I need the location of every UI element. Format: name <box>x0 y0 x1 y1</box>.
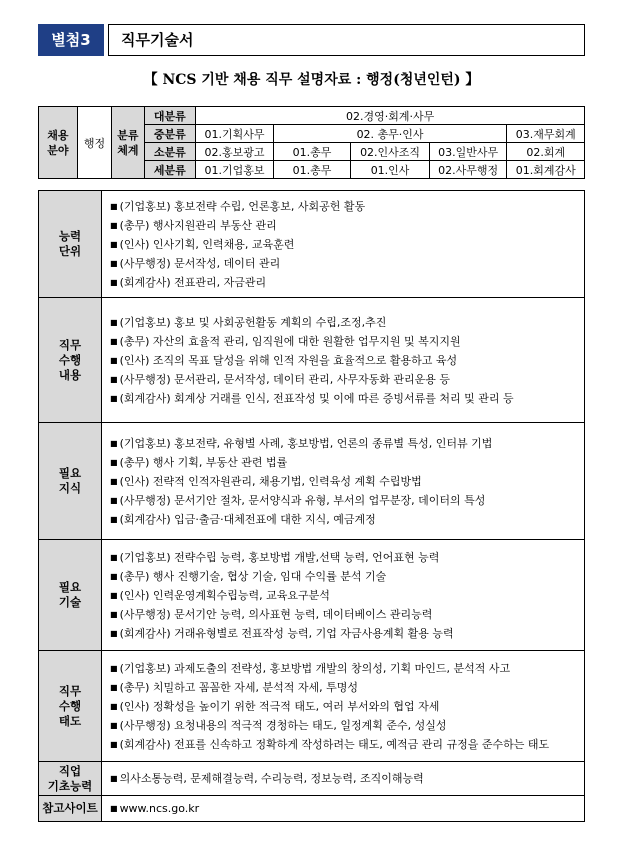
bullet-icon: ■ <box>110 609 118 619</box>
bullet-icon: ■ <box>110 476 118 486</box>
bullet-icon: ■ <box>110 201 118 211</box>
section-label: 능력 단위 <box>39 191 102 298</box>
list-item: ■ (인사) 인사기획, 인력채용, 교육훈련 <box>110 237 295 251</box>
detail-category-cell: 01.기업홍보 <box>196 161 274 179</box>
section-content <box>102 298 585 423</box>
list-item: ■ (기업홍보) 과제도출의 전략성, 홍보방법 개발의 창의성, 기획 마인드, 분석적 사고 <box>110 661 511 675</box>
list-item: ■ (총무) 행사 진행기술, 협상 기술, 임대 수익률 분석 기술 <box>110 569 387 583</box>
section-label: 필요 지식 <box>39 423 102 540</box>
bullet-icon: ■ <box>110 552 118 562</box>
bullet-icon: ■ <box>110 495 118 505</box>
section-row-attitude <box>39 651 585 762</box>
list-item: ■ (기업홍보) 홍보 및 사회공헌활동 계획의 수립,조정,추진 <box>110 315 387 329</box>
minor-category-cell: 02.회계 <box>507 143 585 161</box>
list-item: ■ (기업홍보) 홍보전략, 유형별 사례, 홍보방법, 언론의 종류별 특성, 인터뷰 기법 <box>110 436 493 450</box>
section-row-duties <box>39 298 585 423</box>
section-row-reference-site <box>39 796 585 822</box>
section-content <box>102 651 585 762</box>
bullet-icon: ■ <box>110 374 118 384</box>
section-content <box>102 423 585 540</box>
recruit-field-value: 행정 <box>77 107 111 179</box>
bullet-icon: ■ <box>110 774 118 783</box>
section-content <box>102 540 585 651</box>
minor-category-label: 소분류 <box>144 143 196 161</box>
section-label: 참고사이트 <box>39 796 102 822</box>
bullet-icon: ■ <box>110 590 118 600</box>
list-item: ■ (인사) 전략적 인적자원관리, 채용기법, 인력육성 계획 수립방법 <box>110 474 422 488</box>
major-category-label: 대분류 <box>144 107 196 125</box>
list-item: ■ (사무행정) 문서기안 능력, 의사표현 능력, 데이터베이스 관리능력 <box>110 607 433 621</box>
list-item: ■ (총무) 자산의 효율적 관리, 임직원에 대한 원활한 업무지원 및 복지지원 <box>110 334 461 348</box>
list-item: ■ (인사) 인력운영계획수립능력, 교육요구분석 <box>110 588 330 602</box>
list-item: ■ (총무) 행사지원관리 부동산 관리 <box>110 218 277 232</box>
section-label: 직무 수행 태도 <box>39 651 102 762</box>
list-item: ■ (기업홍보) 전략수립 능력, 홍보방법 개발,선택 능력, 언어표현 능력 <box>110 550 440 564</box>
section-content <box>102 796 585 822</box>
document-title: 직무기술서 <box>108 24 585 56</box>
bullet-icon: ■ <box>110 355 118 365</box>
list-item: ■ (사무행정) 요청내용의 적극적 경청하는 태도, 일정계획 준수, 성실성 <box>110 718 447 732</box>
classification-label: 분류 체계 <box>112 107 144 179</box>
minor-category-cell: 02.인사조직 <box>351 143 430 161</box>
bullet-icon: ■ <box>110 393 118 403</box>
list-item: ■ (회계감사) 전표관리, 자금관리 <box>110 275 267 289</box>
bullet-icon: ■ <box>110 457 118 467</box>
section-content <box>102 762 585 796</box>
list-item: ■ (사무행정) 문서기안 절차, 문서양식과 유형, 부서의 업무분장, 데이터의 특성 <box>110 493 486 507</box>
job-description-table <box>38 190 585 822</box>
bullet-icon: ■ <box>110 720 118 730</box>
list-item: ■ (회계감사) 거래유형별로 전표작성 능력, 기업 자금사용계획 활용 능력 <box>110 626 454 640</box>
bullet-icon: ■ <box>110 804 118 813</box>
detail-category-cell: 01.인사 <box>351 161 430 179</box>
document-header <box>38 24 585 56</box>
detail-category-cell: 01.회계감사 <box>507 161 585 179</box>
minor-category-cell: 02.홍보광고 <box>196 143 274 161</box>
recruit-field-label: 채용 분야 <box>39 107 78 179</box>
list-item <box>110 799 580 818</box>
bullet-icon: ■ <box>110 628 118 638</box>
section-content <box>102 191 585 298</box>
document-subtitle: 【 NCS 기반 채용 직무 설명자료 : 행정(청년인턴) 】 <box>143 72 480 88</box>
section-label: 직무 수행 내용 <box>39 298 102 423</box>
list-item: ■ (회계감사) 전표를 신속하고 정확하게 작성하려는 태도, 예적금 관리 규정을 준수하는 태도 <box>110 737 550 751</box>
list-item: ■ (인사) 조직의 목표 달성을 위해 인적 자원을 효율적으로 활용하고 육성 <box>110 353 458 367</box>
bullet-icon: ■ <box>110 336 118 346</box>
bullet-icon: ■ <box>110 438 118 448</box>
list-item: ■ (기업홍보) 홍보전략 수립, 언론홍보, 사회공헌 활동 <box>110 199 366 213</box>
list-item: ■ (회계감사) 입금·출금·대체전표에 대한 지식, 예금계정 <box>110 512 376 526</box>
section-row-knowledge <box>39 423 585 540</box>
minor-category-cell: 01.총무 <box>273 143 351 161</box>
section-row-skills <box>39 540 585 651</box>
list-item: ■ (사무행정) 문서관리, 문서작성, 데이터 관리, 사무자동화 관리운용 등 <box>110 372 451 386</box>
bullet-icon: ■ <box>110 701 118 711</box>
detail-category-cell: 02.사무행정 <box>429 161 507 179</box>
bullet-icon: ■ <box>110 571 118 581</box>
bullet-icon: ■ <box>110 663 118 673</box>
section-row-ability-units <box>39 191 585 298</box>
minor-category-cell: 03.일반사무 <box>429 143 507 161</box>
bullet-icon: ■ <box>110 258 118 268</box>
reference-link[interactable]: www.ncs.go.kr <box>119 802 200 815</box>
major-category-value: 02.경영·회계·사무 <box>196 107 585 125</box>
list-item: ■ (사무행정) 문서작성, 데이터 관리 <box>110 256 281 270</box>
bullet-icon: ■ <box>110 317 118 327</box>
list-item: ■ (인사) 정확성을 높이기 위한 적극적 태도, 여러 부서와의 협업 자세 <box>110 699 440 713</box>
list-item: ■ (회계감사) 회계상 거래를 인식, 전표작성 및 이에 따른 증빙서류를 처리 및 관리 등 <box>110 391 514 405</box>
middle-category-cell: 01.기획사무 <box>196 125 274 143</box>
bullet-icon: ■ <box>110 239 118 249</box>
bullet-icon: ■ <box>110 220 118 230</box>
list-item: ■ (총무) 치밀하고 꼼꼼한 자세, 분석적 자세, 투명성 <box>110 680 359 694</box>
attachment-badge: 별첨3 <box>38 24 104 56</box>
detail-category-cell: 01.총무 <box>273 161 351 179</box>
bullet-icon: ■ <box>110 682 118 692</box>
middle-category-label: 중분류 <box>144 125 196 143</box>
bullet-icon: ■ <box>110 277 118 287</box>
bullet-icon: ■ <box>110 514 118 524</box>
section-label: 필요 기술 <box>39 540 102 651</box>
section-label: 직업 기초능력 <box>39 762 102 796</box>
middle-category-cell: 02. 총무·인사 <box>273 125 507 143</box>
list-item: ■ (총무) 행사 기획, 부동산 관련 법률 <box>110 455 288 469</box>
section-row-basic-competency <box>39 762 585 796</box>
list-item: ■ 의사소통능력, 문제해결능력, 수리능력, 정보능력, 조직이해능력 <box>110 772 424 785</box>
bullet-icon: ■ <box>110 739 118 749</box>
classification-table <box>38 106 585 179</box>
middle-category-cell: 03.재무회계 <box>507 125 585 143</box>
detail-category-label: 세분류 <box>144 161 196 179</box>
